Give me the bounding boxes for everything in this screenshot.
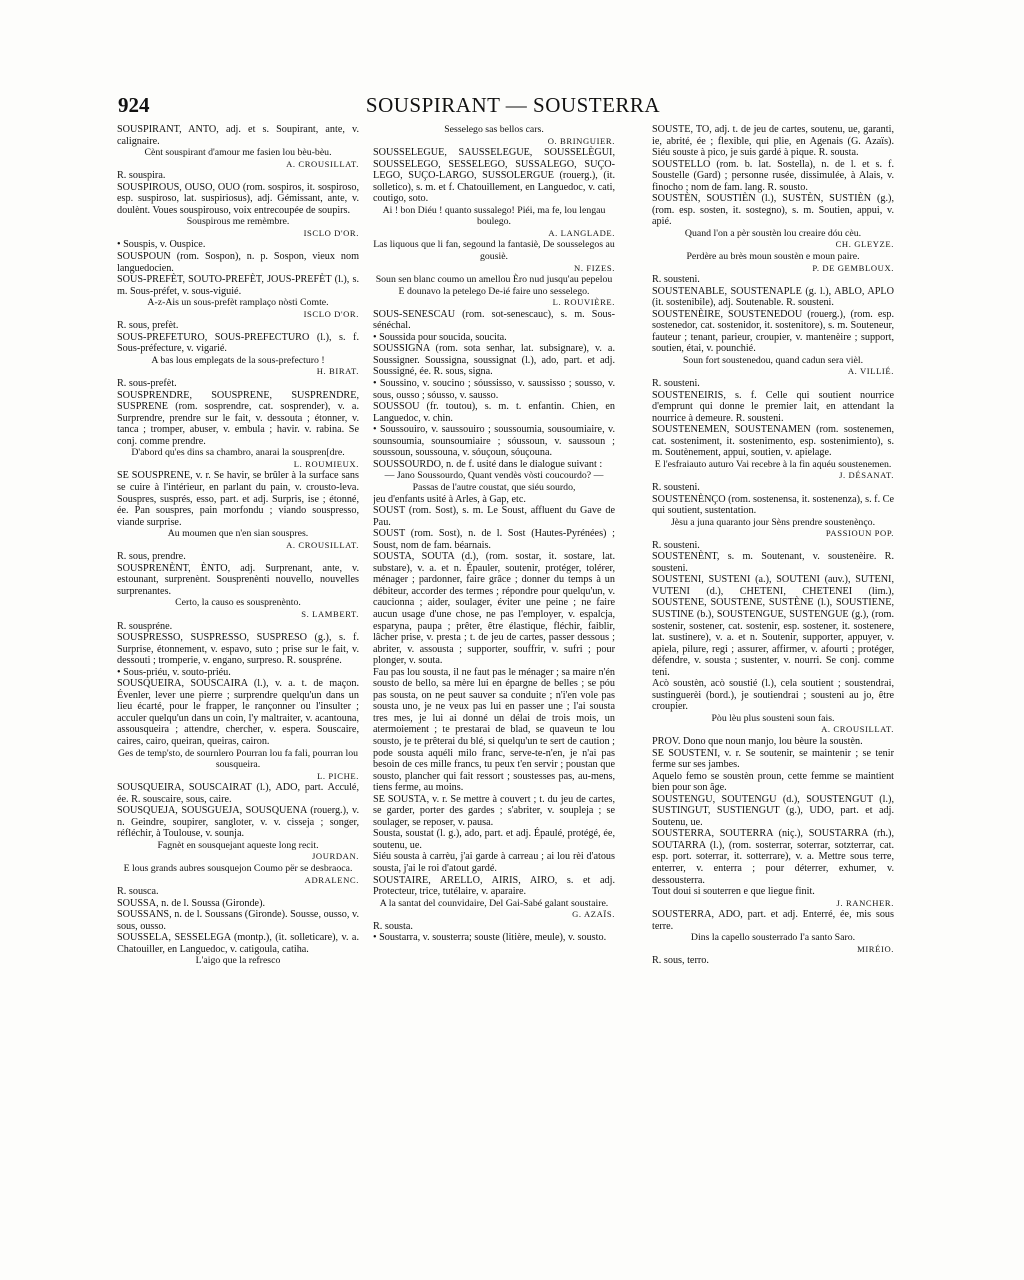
dictionary-entry: SOUSSA, n. de l. Soussa (Gironde). [117,897,266,909]
dictionary-entry: SE SOUSPRENE, v. r. Se havir, se brûler à la surface sans se cuire à l'intérieur, en parlant du pain, v. crousto-leva. Souspres, susprés, esso, part. et adj. Surpris, ise ; étonné, ée. Pan souspres, pain morfondu ; viando souspresso, viande surprise. [117,470,359,528]
dictionary-entry: SOUSPIRANT, ANTO, adj. et s. Soupirant, ante, v. calignaire. [117,124,359,147]
dictionary-entry: SOUSSELEGUE, SAUSSELEGUE, SOUSSELÈGUI, SOUSSELEGO, SESSELEGO, SUSSALEGO, SUÇO-LEGO, SUÇO-LARGO, SUSSOLERGUE (rouerg.), (it. solletico), s. m. et f. Chatouillement, en Languedoc, v. cati, coutigo, soto. [373,147,615,205]
dictionary-quote: Las liquous que li fan, segound la fantasiè, De sousselegos au gousiè. [373,239,615,263]
dictionary-entry: SOUST (rom. Sost), n. de l. Sost (Hautes-Pyrénées) ; Soust, nom de fam. béarnais. [373,528,615,551]
dictionary-entry: Fau pas lou sousta, il ne faut pas le ménager ; sa maire n'én sousto de bello, sa mère lui en épargne de belles ; se póu pas sousta, on ne peut sauver sa conduite ; n'i'en vole pas sousta uno, je ne veux pas lui en passer une ; l'ai sousta tres mes, je lui ai donné un délai de trois mois, un atermoiement ; te prestarai de blad, se quaveun te lou sousto, je te prêterai du blé, si quelqu'un te sert de caution ; pode sousta aquéli milo franc, serve-te-n'en, je n'ai pas besoin de ces mille francs, tu peux t'en servir ; poustan que sousto, plancher qui fait ressort ; soustesses pas, au-mens, tiens ferme, au moins. [373,666,615,794]
dictionary-entry: SOUSTENGU, SOUTENGU (d.), SOUSTENGUT (l.), SUSTINGUT, SUSTIENGUT (g.), UDO, part. et adj. Soutenu, ue. [652,793,894,828]
dictionary-entry: SOUSQUEJA, SOUSGUEJA, SOUSQUENA (rouerg.), v. n. Geindre, soupirer, sangloter, v. v. cisseja ; songer, réfléchir, à Toulouse, v. sounja. [117,805,359,840]
dictionary-src: J. RANCHER. [836,897,894,908]
dictionary-quote: Ai ! bon Diéu ! quanto sussalego! Piéi, ma fe, lou lengau boulego. [382,204,606,228]
dictionary-quote: D'abord qu'es dins sa chambro, anarai la souspren[dre. [131,447,345,459]
dictionary-quote: Dins la capello sousterrado I'a santo Saro. [690,932,856,944]
column-right [652,124,894,1194]
dictionary-src: ISCLO D'OR. [303,308,359,319]
dictionary-entry: SOUS-PREFÈT, SOUTO-PREFÈT, JOUS-PREFÈT (l.), s. m. Sous-préfet, v. sous-viguié. [117,274,359,297]
dictionary-entry: • Soussouiro, v. saussouiro ; soussoumia, sousoumiaire, v. sounsoumia, sounsoumiaire ; sóussoun, v. saussoun ; soussoun, soussouna, v. sóuçoun, sóuçouna. [373,424,615,459]
dictionary-quote: Perdère au brès moun soustèn e moun paire. [686,251,860,263]
dictionary-src: A. LANGLADE. [548,227,615,238]
dictionary-src: L. ROUVIÈRE. [552,297,615,308]
dictionary-entry: SE SOUSTENI, v. r. Se soutenir, se maintenir ; se tenir ferme sur ses jambes. [652,747,894,771]
dictionary-src: JOURDAN. [311,851,359,862]
dictionary-src: A. CROUSILLAT. [286,539,359,550]
dictionary-src: A. CROUSILLAT. [286,158,359,169]
dictionary-entry: SOUSPRENDRE, SOUSPRENE, SUSPRENDRE, SUSPRENE (rom. sosprendre, cat. sosprender), v. a. Surprendre, prendre sur le fait, v. dessouta ; étonner, v. tanca ; tromper, abuser, v. embula ; havir. v. rabina. Se conj. comme prendre. [117,389,359,447]
dictionary-quote: Fagnèt en sousquejant aqueste long recit. [157,839,319,851]
dictionary-src: CH. GLEYZE. [835,239,894,250]
dictionary-entry: SOUSTELLO (rom. b. lat. Sostella), n. de l. et s. f. Soustelle (Gard) ; personne rusée, dissimulée, à Alais, v. finocho ; nom de fam. lang. R. sousto. [652,158,894,193]
dictionary-entry: SOUSTÈN, SOUSTIÈN (l.), SUSTÈN, SUSTIÈN (g.), (rom. esp. sosten, it. sostegno), s. m. Soutien, appui, v. apié. [652,193,894,228]
dictionary-entry: SE SOUSTA, v. r. Se mettre à couvert ; t. du jeu de cartes, se garder, porter des gardes ; s'abriter, v. soupleja ; se soulager, se reposer, v. pausa. [373,793,615,828]
dictionary-quote: Pòu lèu plus sousteni soun fais. [711,712,835,724]
dictionary-src: J. DÉSANAT. [839,470,894,481]
dictionary-entry: Acò soustèn, acò soustié (l.), cela soutient ; soustendrai, sustinguerèi (bord.), je soutiendrai ; sousteni au jo, être croupier. [652,678,894,713]
running-head: SOUSPIRANT — SOUSTERRA [365,93,661,117]
dictionary-quote: L'aigo que la refresco [195,955,281,967]
dictionary-ref: R. sous, prefèt. [117,320,179,332]
dictionary-ref: R. sousteni. [652,539,700,551]
dictionary-ref: R. souspira. [117,170,166,182]
dictionary-entry: SOUSSELA, SESSELEGA (montp.), (it. solleticare), v. a. Chatouiller, en Languedoc, v. catigoula, catiha. [117,932,359,955]
dictionary-entry: SOUSSANS, n. de l. Soussans (Gironde). Sousse, ousso, v. sous, ousso. [117,909,359,932]
dictionary-src: G. AZAÏS. [572,909,615,920]
dictionary-entry: SOUSPOUN (rom. Sospon), n. p. Sospon, vieux nom languedocien. [117,251,359,274]
dictionary-src: A. VILLIÉ. [847,366,894,377]
dictionary-entry: SOUSTENABLE, SOUSTENAPLE (g. l.), ABLO, APLO (it. sostenibile), adj. Soutenable. R. sousteni. [652,285,894,309]
dictionary-entry: PROV. Dono que noun manjo, lou bèure la soustèn. [652,735,863,747]
dictionary-ref: R. sousca. [117,886,159,898]
dictionary-entry: SOUSPIROUS, OUSO, OUO (rom. sospiros, it. sospiroso, esp. suspiroso, lat. suspiriosus), adj. Gémissant, ante, v. doulènt. Voues souspirouso, voix entrecoupée de soupirs. [117,181,359,216]
dictionary-entry: SOUSTENÈNÇO (rom. sostenensa, it. sostenenza), s. f. Ce qui soutient, sustentation. [652,493,894,517]
dictionary-quote: Au moumen que n'en sian souspres. [167,528,309,540]
dictionary-entry: • Soustarra, v. sousterra; souste (litière, meule), v. sousto. [373,932,607,944]
dictionary-entry: SOUSTA, SOUTA (d.), (rom. sostar, it. sostare, lat. substare), v. a. et n. Épauler, soutenir, protéger, tolérer, ménager ; pardonner, faire grâce ; donner du temps à un débiteur, accorder des termes ; répondre pour quelqu'un, v. caucionna ; aider, soulager, éviter une peine ; ne faire aucun usage d'une chose, ne pas l'employer, v. espalcja, esparyna, paupa ; prêter, être élastique, fléchir, faiblir, lâcher prise, v. presta ; t. de jeu de cartes, passer dessous ; abriter, v. assousta ; supporter, souffrir, v. sufri ; pour plonger, v. souta. [373,551,615,667]
dictionary-entry: SOUSPRESSO, SUSPRESSO, SUSPRESO (g.), s. f. Surprise, étonnement, v. espavo, suto ; prise sur le fait, v. dessouti ; tromperie, v. engano, surpreso. R. souspréne. [117,632,359,667]
dictionary-quote: A bas lous emplegats de la sous-prefecturo ! [151,354,325,366]
dictionary-entry: SOUS-SENESCAU (rom. sot-senescauc), s. m. Sous-sénéchal. [373,308,615,332]
dictionary-entry: Sousta, soustat (l. g.), ado, part. et adj. Épaulé, protégé, ée, soutenu, ue. [373,828,615,851]
dictionary-entry: SOUSTENI, SUSTENI (a.), SOUTENI (auv.), SUTENI, VUTENI (d.), CHETENI, CHETENEI (lim.), SOUSTENE, SOUSTENE, SUSTÈNE (l.), SOUSTIENE, SUSTINE (b.), SOUSTENGUE, SUSTENGUE (g.), (rom. sostenir, sostener, cat. sostenir, esp. sostener, it. sostenere, lat. sustinere), v. a. et n. Soutenir, supporter, appuyer, v. apiela, pilure, regi ; assurer, affirmer, v. afourti ; protéger, défendre, v. sousta ; sustenter, v. nourri. Se conj. comme teni. [652,574,894,678]
dictionary-entry: Aquelo femo se soustèn proun, cette femme se maintient bien pour son âge. [652,770,894,794]
dictionary-entry: SOUSTE, TO, adj. t. de jeu de cartes, soutenu, ue, garanti, ie, abrité, ée ; flexible, qui plie, en Agenais (G. Azaïs). Siéu souste à pico, je suis gardé à pique. R. sousta. [652,124,894,159]
dictionary-ref: R. sous-prefèt. [117,378,177,390]
dictionary-entry: SOUSTENÈNT, s. m. Soutenant, v. soustenèire. R. sousteni. [652,551,894,574]
dictionary-quote: Soun sen blanc coumo un amellou Èro nud jusqu'au pepelou E dounavo la petelego De-ié faire uno sesselego. [375,274,613,297]
column-left [117,124,359,1194]
dictionary-src: PASSIOUN POP. [825,528,894,539]
dictionary-quote: Cènt souspirant d'amour me fasien lou bèu-bèu. [144,147,332,159]
dictionary-entry: SOUSPRENÈNT, ÈNTO, adj. Surprenant, ante, v. estounant, surprenènt. Sousprenènti nouvello, nouvelles surprenantes. [117,562,359,597]
dictionary-entry: SOUSQUEIRA, SOUSCAIRA (l.), v. a. t. de maçon. Évenler, lever une pierre ; surprendre quelqu'un dans un lieu écarté, pour le frapper, le rançonner ou l'insulter ; acculer quelqu'un dans un coin, l'y maltraiter, v. acantouna, assousqueira ; attendre, chercher, v. espera. Souscaire, caires, cairo, queiran, queiras, cairon. [117,678,359,747]
dictionary-ref: R. sousteni. [652,481,700,493]
dictionary-ref: R. sousteni. [652,274,700,286]
dictionary-ref: R. sous, terro. [652,955,709,967]
dictionary-entry: SOUSSOU (fr. toutou), s. m. t. enfantin. Chien, en Languedoc, v. chin. [373,401,615,424]
dictionary-quote: Certo, la causo es sousprenènto. [175,597,301,609]
dictionary-ref: R. sousta. [373,920,413,932]
dictionary-ref: R. sousteni. [652,378,700,390]
dictionary-quote: A la santat del counvidaire, Del Gai-Sabé galant soustaire. [379,897,609,909]
dictionary-entry: SOUSQUEIRA, SOUSCAIRAT (l.), ADO, part. Acculé, ée. R. souscaire, sous, caire. [117,782,359,805]
dictionary-src: ADRALENC. [304,874,359,885]
dictionary-src: O. BRINGUIER. [547,135,615,146]
dictionary-entry: • Sous-priéu, v. souto-priéu. [117,666,231,678]
dictionary-quote: Souspirous me remèmbre. [186,216,290,228]
dictionary-quote: A-z-Ais un sous-prefèt ramplaço nòsti Comte. [147,297,329,309]
dictionary-src: ISCLO D'OR. [303,227,359,238]
dictionary-quote: Quand l'on a pèr soustèn lou creaire dóu cèu. [684,227,862,239]
dictionary-entry: SOUST (rom. Sost), s. m. Le Soust, affluent du Gave de Pau. [373,505,615,528]
dictionary-entry: SOUSSIGNA (rom. sota senhar, lat. subsignare), v. a. Soussigner. Soussigna, soussignat (l.), ado, part. et adj. Soussigné, ée. R. sous, signa. [373,343,615,378]
dictionary-entry: SOUSTERRA, ADO, part. et adj. Enterré, ée, mis sous terre. [652,909,894,932]
dictionary-entry: • Soussino, v. soucino ; sóussisso, v. saussisso ; sousso, v. sous, ousso ; sóusso, v. sausso. [373,378,615,401]
dictionary-src: L. PICHE. [317,770,359,781]
dictionary-quote: Soun fort soustenedou, quand cadun sera vièl. [682,354,864,366]
dictionary-entry: SOUSTAIRE, ARELLO, AIRIS, AIRO, s. et adj. Protecteur, trice, tutélaire, v. aparaire. [373,874,615,898]
dictionary-entry: SOUSTENEIRIS, s. f. Celle qui soutient nourrice d'emprunt qui donne le premier lait, en attendant la nourrice à demeure. R. sousteni. [652,389,894,424]
dictionary-src: N. FIZES. [574,262,615,273]
dictionary-entry: • Soussida pour soucida, soucita. [373,331,507,343]
dictionary-entry: SOUSTENEMEN, SOUSTENAMEN (rom. sostenemen, cat. sosteniment, it. sostenimento, esp. sostenimiento), s. m. Soutènement, appui, soutien, v. apielage. [652,424,894,459]
dictionary-src: A. CROUSILLAT. [821,724,894,735]
dictionary-src: L. ROUMIEUX. [293,458,359,469]
dictionary-entry: SOUSTERRA, SOUTERRA (niç.), SOUSTARRA (rh.), SOUTARRA (l.), (rom. sosterrar, soterrar, sotzterrar, cat. esp. port. soterrar, it. sotterrare), v. a. Mettre sous terre, enterrer, v. enterra ; pour déterrer, exhumer, v. dessousterra. [652,828,894,886]
dictionary-entry: Siéu sousta à carrèu, j'ai garde à carreau ; ai lou rèi d'atous sousta, j'ai le roi d'atout gardé. [373,851,615,874]
dictionary-entry: SOUS-PREFETURO, SOUS-PREFECTURO (l.), s. f. Sous-préfecture, v. vigarié. [117,331,359,355]
dictionary-src: MIRÉIO. [857,943,894,954]
dictionary-entry: Tout doui si souterren e que liegue finit. [652,886,815,898]
dictionary-entry: • Souspis, v. Ouspice. [117,239,206,251]
dictionary-entry: SOUSTENÈIRE, SOUSTENEDOU (rouerg.), (rom. esp. sostenedor, cat. sostenidor, it. sostenitore), s. m. Souteneur, fauteur ; tenant, parieur, croupier, v. mantenèire ; support, soutien, étai, v. pounchié. [652,308,894,355]
page-header [118,93,908,119]
dictionary-src: H. BIRAT. [316,366,359,377]
column-middle [373,124,615,1194]
dictionary-quote: Ges de temp'sto, de sournlero Pourran lou fa fali, pourran lou sousqueira. [117,747,359,771]
dictionary-quote: Sesselego sas bellos cars. [444,124,544,135]
dictionary-quote: Jèsu a juna quaranto jour Sèns prendre soustenènço. [670,516,876,528]
dictionary-quote: E l'esfraiauto auturo Vai recebre à la fin aquéu soustenemen. [654,458,892,470]
dictionary-entry: SOUSSOURDO, n. de f. usité dans le dialogue suivant : [373,458,603,470]
dictionary-quote: E lous grands aubres sousquejon Coumo për se desbraoca. [123,863,353,874]
dictionary-ref: R. souspréne. [117,620,173,632]
dictionary-quote: — Jano Soussourdo, Quant vendès vòsti coucourdo? — Passas de l'autre coustat, que siéu sourdo, [384,470,604,493]
dictionary-ref: R. sous, prendre. [117,551,186,563]
page-number: 924 [118,93,150,117]
dictionary-src: P. DE GEMBLOUX. [812,262,894,273]
dictionary-src: S. LAMBERT. [301,608,359,619]
dictionary-entry: jeu d'enfants usité à Arles, à Gap, etc. [373,493,526,505]
